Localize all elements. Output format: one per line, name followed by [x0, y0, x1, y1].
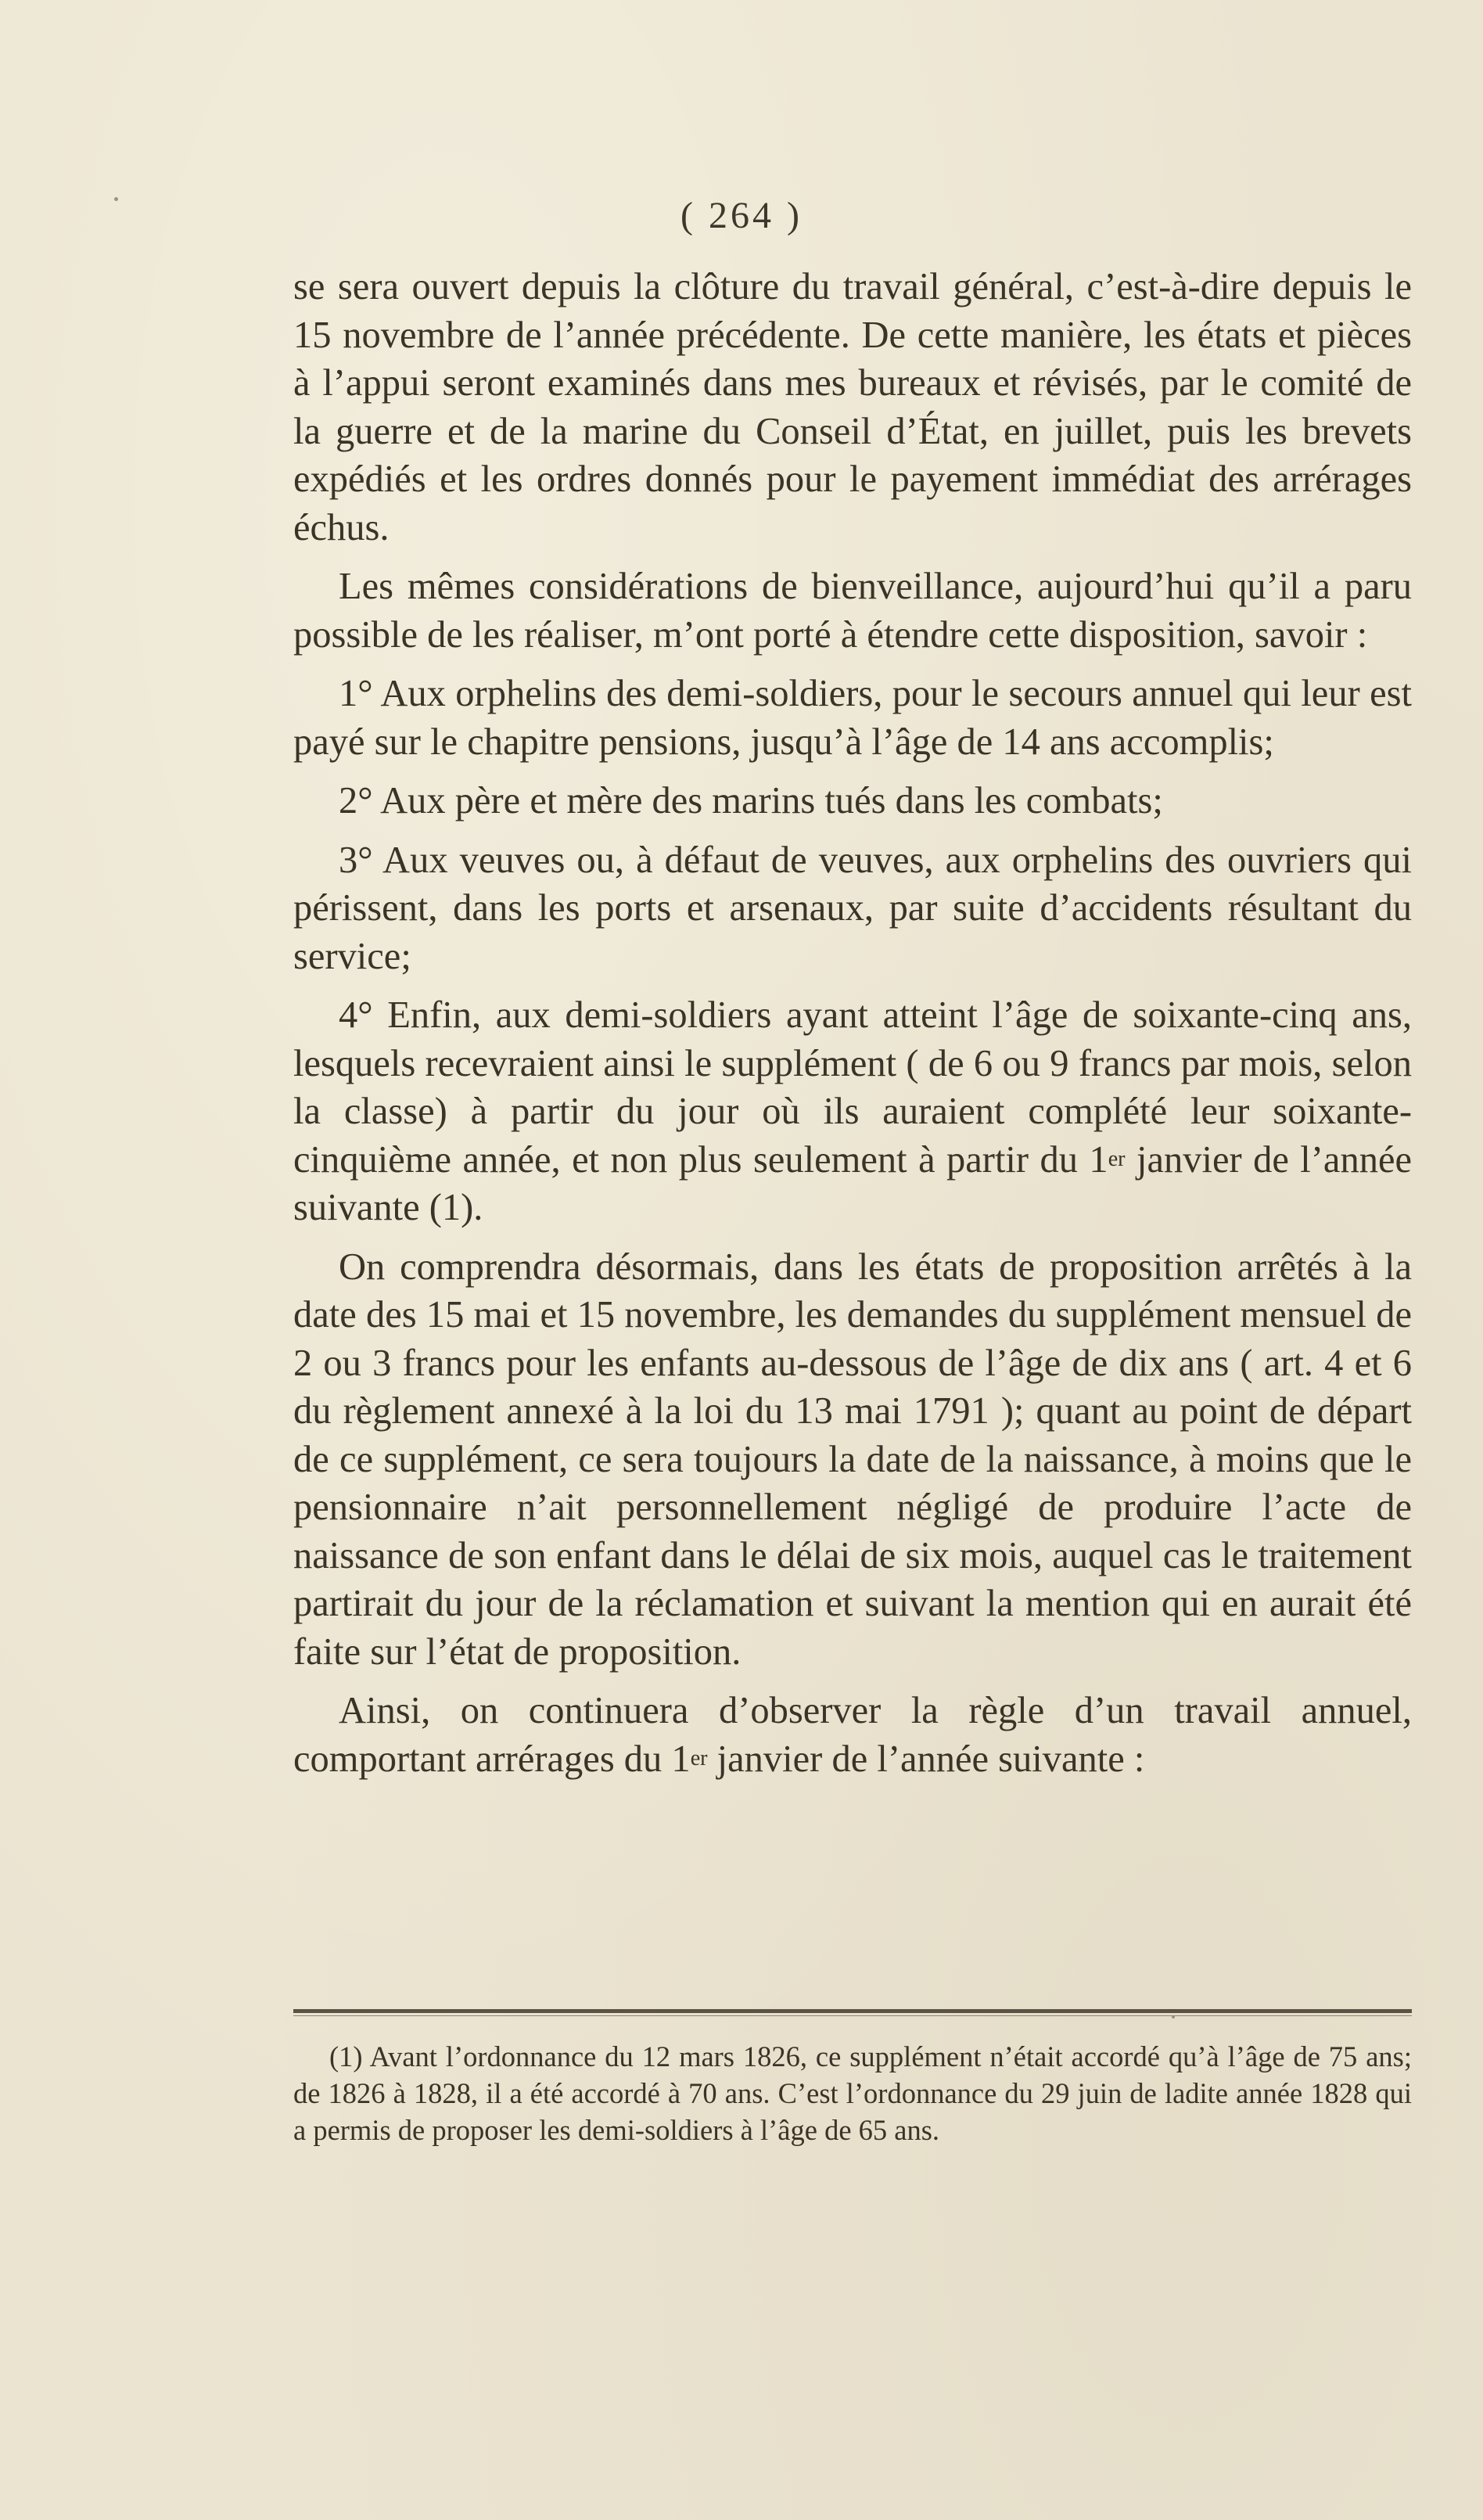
list-item-text: Aux père et mère des marins tués dans les combats; — [372, 780, 1163, 821]
list-item-text: Enfin, aux demi-soldiers ayant atteint l’âge de soixante-cinq ans, lesquels recevraient ainsi le supplément ( de 6 ou 9 francs par mois, selon la classe) à partir du jour où ils auraient complété leur soixante-cinquième année, et non plus seulement à partir du 1 — [293, 994, 1412, 1181]
list-item-text: Aux veuves ou, à défaut de veuves, aux orphelins des ouvriers qui périssent, dans les ports et arsenaux, par suite d’accidents résultant du service; — [293, 839, 1412, 977]
list-item-number: 4° — [339, 994, 373, 1036]
main-text — [293, 263, 1412, 1794]
list-item-4 — [293, 991, 1412, 1232]
paragraph-continuation: se sera ouvert depuis la clôture du travail général, c’est-à-dire depuis le 15 novembre de l’année précédente. De cette manière, les états et pièces à l’appui seront examinés dans mes bureaux et révisés, par le comité de la guerre et de la marine du Conseil d’État, en juillet, puis les brevets expédiés et les ordres donnés pour le payement immédiat des arrérages échus. — [293, 266, 1412, 548]
list-item-2 — [293, 777, 1412, 825]
superscript-er: er — [1108, 1147, 1126, 1172]
superscript-er: er — [690, 1746, 708, 1771]
list-item-text: Aux orphelins des demi-soldiers, pour le secours annuel qui leur est payé sur le chapitre pensions, jusqu’à l’âge de 14 ans accomplis; — [293, 673, 1412, 763]
footnote-divider — [293, 2009, 1412, 2013]
paragraph-conclusion — [293, 1687, 1412, 1783]
list-item-3 — [293, 836, 1412, 981]
list-item-text-end: janvier de l’année suivante (1). — [293, 1138, 1412, 1228]
page-number: ( 264 ) — [680, 195, 803, 236]
list-item-number: 3° — [339, 839, 373, 881]
conclusion-text: Ainsi, on continuera d’observer la règle d’un travail annuel, comportant arrérages du 1 — [293, 1690, 1412, 1780]
list-item-1 — [293, 670, 1412, 766]
paragraph-supplement: On comprendra désormais, dans les états de proposition arrêtés à la date des 15 mai et 15 novembre, les demandes du supplément mensuel de 2 ou 3 francs pour les enfants au-dessous de l’âge de dix ans ( art. 4 et 6 du règlement annexé à la loi du 13 mai 1791 ); quant au point de départ de ce supplément, ce sera toujours la date de la naissance, à moins que le pensionnaire n’ait personnellement négligé de produire l’acte de naissance de son enfant dans le délai de six mois, auquel cas le traitement partirait du jour de la réclamation et suivant la mention qui en aurait été faite sur l’état de proposition. — [293, 1246, 1412, 1673]
paragraph-considerations: Les mêmes considérations de bienveillance, aujourd’hui qu’il a paru possible de les réaliser, m’ont porté à étendre cette disposition, savoir : — [293, 566, 1412, 656]
list-item-number: 2° — [339, 780, 373, 821]
footnote: (1) Avant l’ordonnance du 12 mars 1826, ce supplément n’était accordé qu’à l’âge de 75 ans; de 1826 à 1828, il a été accordé à 70 ans. C’est l’ordonnance du 29 juin de ladite année 1828 qui a permis de proposer les demi-soldiers à l’âge de 65 ans. — [293, 2040, 1412, 2146]
conclusion-text-end: janvier de l’année suivante : — [707, 1738, 1145, 1780]
list-item-number: 1° — [339, 673, 373, 714]
